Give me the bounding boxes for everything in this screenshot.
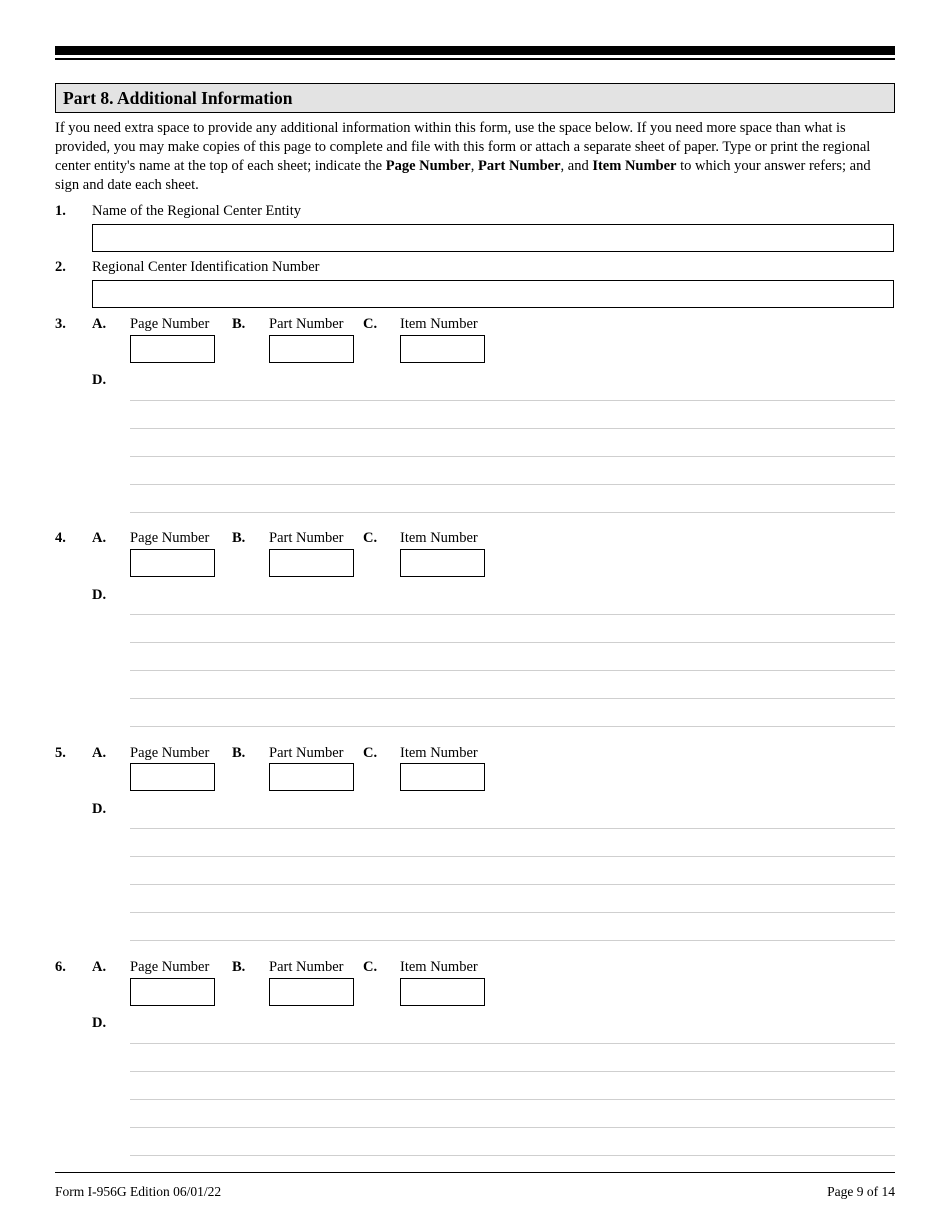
answer-line[interactable]: [130, 429, 895, 457]
item-number-input[interactable]: [400, 978, 485, 1006]
entry-letter-c: C.: [363, 316, 378, 332]
entry-letter-c: C.: [363, 745, 378, 761]
part-number-label: Part Number: [269, 530, 344, 546]
entry-letter-c: C.: [363, 959, 378, 975]
page-number-input[interactable]: [130, 978, 215, 1006]
item-number-label: Item Number: [400, 316, 478, 332]
answer-line[interactable]: [130, 699, 895, 727]
answer-line[interactable]: [130, 857, 895, 885]
entry-letter-a: A.: [92, 530, 107, 546]
part-number-label: Part Number: [269, 745, 344, 761]
intro-text-1: If you need extra space to provide any additional information within this form, use the space below. If you need more space than what is provided, you may make copies of this page to complete and file with this form or attach a separate sheet of paper. Type or print the regional center entity's name at the top of each sheet; indicate the: [55, 120, 871, 174]
answer-line[interactable]: [130, 485, 895, 513]
regional-center-name-input[interactable]: [92, 224, 894, 252]
regional-center-id-input[interactable]: [92, 280, 894, 308]
item-2-number: 2.: [55, 259, 66, 275]
page-number-label: Page Number: [130, 530, 210, 546]
entry-letter-a: A.: [92, 959, 107, 975]
part-header: [55, 83, 895, 113]
page-number-label: Page Number: [130, 745, 210, 761]
top-rule-thin: [55, 58, 895, 60]
part-number-input[interactable]: [269, 335, 354, 363]
item-number-input[interactable]: [400, 335, 485, 363]
answer-line[interactable]: [130, 913, 895, 941]
answer-line[interactable]: [130, 671, 895, 699]
intro-bold-part-number: Part Number: [477, 158, 561, 174]
entry-letter-d: D.: [92, 801, 107, 817]
item-number-input[interactable]: [400, 763, 485, 791]
footer-page-number: Page 9 of 14: [827, 1184, 895, 1199]
entry-letter-a: A.: [92, 745, 107, 761]
answer-line[interactable]: [130, 1128, 895, 1156]
item-2-label: Regional Center Identification Number: [92, 259, 320, 275]
answer-line[interactable]: [130, 1100, 895, 1128]
part-number-input[interactable]: [269, 763, 354, 791]
entry-letter-b: B.: [232, 959, 246, 975]
intro-bold-item-number: Item Number: [592, 158, 677, 174]
intro-sep-2: , and: [560, 158, 593, 174]
page-number-label: Page Number: [130, 959, 210, 975]
part-title: Part 8. Additional Information: [63, 88, 293, 108]
answer-line[interactable]: [130, 587, 895, 615]
part-number-label: Part Number: [269, 316, 344, 332]
intro-paragraph: [55, 119, 895, 195]
top-rule-thick: [55, 46, 895, 55]
page-number-input[interactable]: [130, 549, 215, 577]
entry-letter-d: D.: [92, 1015, 107, 1031]
entry-letter-a: A.: [92, 316, 107, 332]
footer-rule: [55, 1172, 895, 1173]
item-1-label: Name of the Regional Center Entity: [92, 203, 301, 219]
part-number-input[interactable]: [269, 549, 354, 577]
answer-line[interactable]: [130, 1072, 895, 1100]
entry-letter-b: B.: [232, 316, 246, 332]
entry-number: 4.: [55, 530, 66, 546]
entry-number: 3.: [55, 316, 66, 332]
page-number-label: Page Number: [130, 316, 210, 332]
answer-line[interactable]: [130, 401, 895, 429]
answer-line[interactable]: [130, 1044, 895, 1072]
item-number-input[interactable]: [400, 549, 485, 577]
form-page: [55, 0, 895, 1230]
item-number-label: Item Number: [400, 959, 478, 975]
answer-line[interactable]: [130, 885, 895, 913]
intro-text-2: to which your answer refers; and sign and date each sheet.: [55, 158, 871, 193]
answer-line[interactable]: [130, 829, 895, 857]
intro-sep-1: ,: [470, 158, 478, 174]
entry-number: 6.: [55, 959, 66, 975]
entry-letter-d: D.: [92, 587, 107, 603]
answer-line[interactable]: [130, 1016, 895, 1044]
answer-line[interactable]: [130, 373, 895, 401]
part-number-input[interactable]: [269, 978, 354, 1006]
page-number-input[interactable]: [130, 335, 215, 363]
entry-number: 5.: [55, 745, 66, 761]
answer-line[interactable]: [130, 457, 895, 485]
entry-letter-b: B.: [232, 745, 246, 761]
answer-line[interactable]: [130, 643, 895, 671]
footer-form-edition: Form I-956G Edition 06/01/22: [55, 1184, 222, 1199]
entry-letter-b: B.: [232, 530, 246, 546]
part-number-label: Part Number: [269, 959, 344, 975]
item-number-label: Item Number: [400, 745, 478, 761]
item-1-number: 1.: [55, 203, 66, 219]
entry-letter-d: D.: [92, 372, 107, 388]
intro-bold-page-number: Page Number: [385, 158, 471, 174]
entry-letter-c: C.: [363, 530, 378, 546]
item-number-label: Item Number: [400, 530, 478, 546]
answer-line[interactable]: [130, 615, 895, 643]
answer-line[interactable]: [130, 801, 895, 829]
page-number-input[interactable]: [130, 763, 215, 791]
